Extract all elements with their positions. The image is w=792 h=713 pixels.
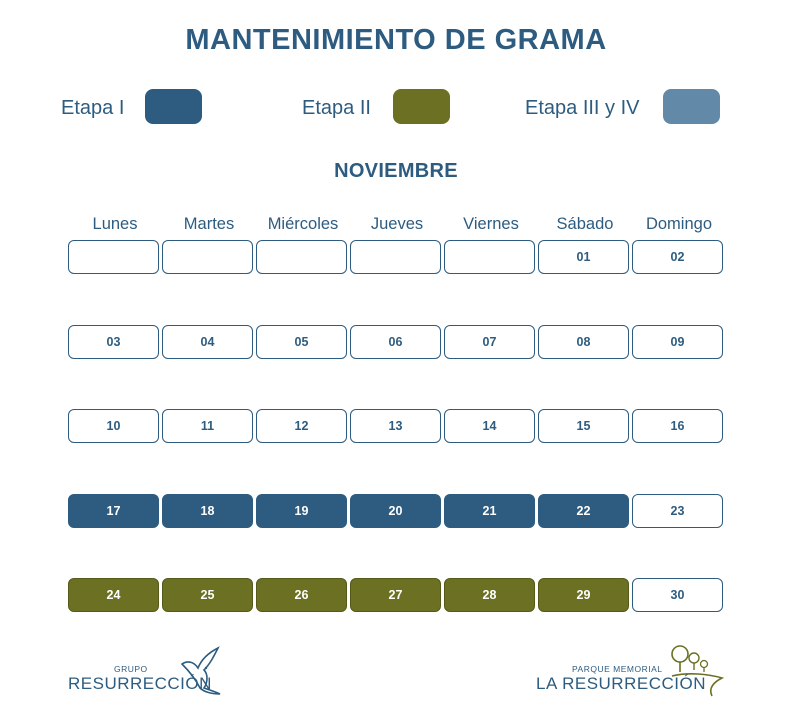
trees-icon (668, 642, 726, 698)
calendar-day-15: 15 (538, 409, 629, 443)
calendar-day-06: 06 (350, 325, 441, 359)
calendar-day-02: 02 (632, 240, 723, 274)
grupo-resurreccion-logo (68, 646, 228, 698)
calendar-day-08: 08 (538, 325, 629, 359)
calendar-day-27: 27 (350, 578, 441, 612)
calendar-day-16: 16 (632, 409, 723, 443)
weekday-sunday: Domingo (645, 215, 713, 233)
month-title: NOVIEMBRE (334, 160, 458, 182)
calendar-day-empty (444, 240, 535, 274)
legend-swatch-etapa-2 (393, 89, 450, 124)
calendar-day-05: 05 (256, 325, 347, 359)
calendar-day-20: 20 (350, 494, 441, 528)
calendar-day-empty (68, 240, 159, 274)
calendar-day-21: 21 (444, 494, 535, 528)
weekday-saturday: Sábado (556, 215, 614, 233)
calendar-day-empty (256, 240, 347, 274)
calendar-day-28: 28 (444, 578, 535, 612)
calendar-day-29: 29 (538, 578, 629, 612)
logo-left-big-text: RESURRECCIÓN (68, 674, 212, 693)
weekday-friday: Viernes (463, 215, 519, 233)
legend-label-etapa-3-4: Etapa III y IV (525, 97, 640, 119)
calendar-day-07: 07 (444, 325, 535, 359)
weekday-tuesday: Martes (183, 215, 235, 233)
logo-left-small-text: GRUPO (114, 664, 148, 674)
legend-label-etapa-2: Etapa II (302, 97, 371, 119)
legend-swatch-etapa-3-4 (663, 89, 720, 124)
calendar-day-empty (162, 240, 253, 274)
legend-swatch-etapa-1 (145, 89, 202, 124)
calendar-day-18: 18 (162, 494, 253, 528)
calendar-day-14: 14 (444, 409, 535, 443)
dove-icon (176, 646, 222, 696)
calendar-day-04: 04 (162, 325, 253, 359)
calendar-day-24: 24 (68, 578, 159, 612)
calendar-day-09: 09 (632, 325, 723, 359)
weekday-thursday: Jueves (370, 215, 424, 233)
calendar-day-03: 03 (68, 325, 159, 359)
calendar-day-17: 17 (68, 494, 159, 528)
calendar-day-25: 25 (162, 578, 253, 612)
page-title: MANTENIMIENTO DE GRAMA (185, 24, 607, 56)
legend-label-etapa-1: Etapa I (61, 97, 125, 119)
calendar-day-30: 30 (632, 578, 723, 612)
calendar-day-empty (350, 240, 441, 274)
weekday-monday: Lunes (92, 215, 138, 233)
calendar-day-26: 26 (256, 578, 347, 612)
calendar-day-22: 22 (538, 494, 629, 528)
calendar-day-11: 11 (162, 409, 253, 443)
calendar-day-10: 10 (68, 409, 159, 443)
calendar-day-23: 23 (632, 494, 723, 528)
weekday-wednesday: Miércoles (267, 215, 339, 233)
calendar-day-13: 13 (350, 409, 441, 443)
parque-memorial-logo (536, 640, 726, 700)
calendar-day-01: 01 (538, 240, 629, 274)
logo-right-big-text: LA RESURRECCIÓN (536, 674, 706, 693)
calendar-day-19: 19 (256, 494, 347, 528)
calendar-day-12: 12 (256, 409, 347, 443)
logo-right-small-text: PARQUE MEMORIAL (572, 664, 663, 674)
